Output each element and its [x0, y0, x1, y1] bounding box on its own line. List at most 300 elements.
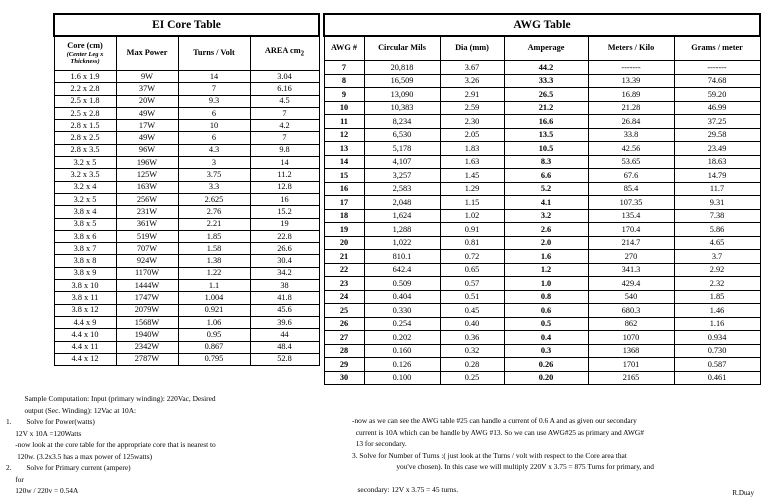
- ei-cell-area: 48.4: [250, 341, 319, 353]
- awg-cell-circular-mils: 0.160: [364, 344, 440, 358]
- ei-cell-turns-volt: 1.38: [178, 255, 250, 267]
- awg-cell-dia: 1.02: [440, 209, 504, 223]
- awg-cell-dia: 2.91: [440, 88, 504, 102]
- awg-cell-awg: 19: [324, 223, 364, 237]
- awg-cell-grams-meter: 74.68: [674, 74, 760, 88]
- awg-cell-grams-meter: 0.461: [674, 371, 760, 385]
- ei-cell-turns-volt: 4.3: [178, 144, 250, 156]
- awg-cell-amperage: 2.0: [504, 236, 588, 250]
- awg-cell-circular-mils: 3,257: [364, 169, 440, 183]
- ei-table-row: [54, 292, 319, 304]
- awg-cell-dia: 2.30: [440, 115, 504, 129]
- ei-cell-max-power: 20W: [116, 95, 178, 107]
- awg-cell-meters-kilo: 680.3: [588, 304, 674, 318]
- ei-table-row: [54, 107, 319, 119]
- ei-cell-turns-volt: 0.95: [178, 329, 250, 341]
- awg-table-row: [324, 169, 760, 183]
- ei-cell-turns-volt: 2.21: [178, 218, 250, 230]
- ei-cell-area: 41.8: [250, 292, 319, 304]
- ei-table-row: [54, 341, 319, 353]
- ei-core-table: [53, 13, 320, 366]
- awg-cell-amperage: 44.2: [504, 61, 588, 75]
- awg-cell-meters-kilo: 170.4: [588, 223, 674, 237]
- awg-cell-circular-mils: 20,818: [364, 61, 440, 75]
- ei-table-row: [54, 304, 319, 316]
- awg-cell-meters-kilo: 540: [588, 290, 674, 304]
- ei-header-area-sup: 2: [300, 51, 305, 59]
- awg-cell-dia: 0.36: [440, 331, 504, 345]
- ei-cell-core: 3.2 x 3.5: [54, 169, 116, 181]
- awg-cell-grams-meter: 29.58: [674, 128, 760, 142]
- ei-table-row: [54, 132, 319, 144]
- awg-cell-awg: 20: [324, 236, 364, 250]
- awg-cell-circular-mils: 0.330: [364, 304, 440, 318]
- awg-cell-grams-meter: 23.49: [674, 142, 760, 156]
- awg-cell-circular-mils: 2,048: [364, 196, 440, 210]
- awg-cell-amperage: 5.2: [504, 182, 588, 196]
- awg-header-amperage: Amperage: [504, 36, 588, 61]
- ei-cell-core: 2.2 x 2.8: [54, 83, 116, 95]
- awg-table-row: [324, 196, 760, 210]
- awg-cell-dia: 0.25: [440, 371, 504, 385]
- ei-cell-core: 2.8 x 1.5: [54, 120, 116, 132]
- ei-table-row: [54, 316, 319, 328]
- ei-cell-turns-volt: 2.625: [178, 193, 250, 205]
- ei-cell-area: 11.2: [250, 169, 319, 181]
- ei-table-row: [54, 243, 319, 255]
- awg-table-row: [324, 277, 760, 291]
- awg-cell-circular-mils: 0.202: [364, 331, 440, 345]
- awg-cell-dia: 0.57: [440, 277, 504, 291]
- ei-cell-turns-volt: 1.85: [178, 230, 250, 242]
- ei-header-area-label: AREA cm: [264, 46, 301, 56]
- awg-table-row: [324, 263, 760, 277]
- awg-cell-amperage: 0.6: [504, 304, 588, 318]
- ei-header-max-power: Max Power: [116, 36, 178, 71]
- ei-cell-max-power: 96W: [116, 144, 178, 156]
- awg-table-row: [324, 236, 760, 250]
- ei-cell-max-power: 37W: [116, 83, 178, 95]
- ei-header-core-sub: (Center Leg x Thickness): [66, 50, 104, 65]
- awg-table-row: [324, 344, 760, 358]
- awg-cell-meters-kilo: 107.35: [588, 196, 674, 210]
- ei-cell-max-power: 17W: [116, 120, 178, 132]
- awg-cell-circular-mils: 810.1: [364, 250, 440, 264]
- awg-cell-meters-kilo: 1701: [588, 358, 674, 372]
- ei-cell-area: 4.2: [250, 120, 319, 132]
- awg-header-dia: Dia (mm): [440, 36, 504, 61]
- awg-cell-amperage: 4.1: [504, 196, 588, 210]
- awg-cell-grams-meter: 2.32: [674, 277, 760, 291]
- awg-cell-dia: 1.63: [440, 155, 504, 169]
- awg-cell-amperage: 13.5: [504, 128, 588, 142]
- ei-cell-area: 34.2: [250, 267, 319, 279]
- awg-table-row: [324, 101, 760, 115]
- awg-cell-grams-meter: 11.7: [674, 182, 760, 196]
- ei-cell-core: 2.8 x 2.5: [54, 132, 116, 144]
- awg-cell-awg: 14: [324, 155, 364, 169]
- ei-cell-core: 2.5 x 1.8: [54, 95, 116, 107]
- ei-cell-max-power: 49W: [116, 107, 178, 119]
- ei-cell-core: 1.6 x 1.9: [54, 71, 116, 83]
- awg-cell-grams-meter: 0.587: [674, 358, 760, 372]
- awg-cell-dia: 0.45: [440, 304, 504, 318]
- awg-cell-dia: 1.29: [440, 182, 504, 196]
- awg-cell-circular-mils: 10,383: [364, 101, 440, 115]
- awg-cell-grams-meter: 3.7: [674, 250, 760, 264]
- awg-cell-awg: 10: [324, 101, 364, 115]
- ei-cell-area: 12.8: [250, 181, 319, 193]
- ei-cell-area: 39.6: [250, 316, 319, 328]
- awg-cell-circular-mils: 0.254: [364, 317, 440, 331]
- awg-table-row: [324, 182, 760, 196]
- ei-header-core-label: Core (cm): [67, 41, 103, 51]
- awg-cell-awg: 27: [324, 331, 364, 345]
- awg-table-row: [324, 223, 760, 237]
- awg-cell-meters-kilo: 26.84: [588, 115, 674, 129]
- ei-cell-turns-volt: 2.76: [178, 206, 250, 218]
- awg-cell-dia: 0.40: [440, 317, 504, 331]
- awg-cell-grams-meter: 59.20: [674, 88, 760, 102]
- awg-table-row: [324, 209, 760, 223]
- awg-cell-awg: 9: [324, 88, 364, 102]
- awg-header-meters-kilo: Meters / Kilo: [588, 36, 674, 61]
- ei-cell-area: 7: [250, 107, 319, 119]
- ei-cell-max-power: 163W: [116, 181, 178, 193]
- ei-cell-core: 4.4 x 11: [54, 341, 116, 353]
- ei-cell-core: 2.5 x 2.8: [54, 107, 116, 119]
- ei-cell-turns-volt: 3: [178, 157, 250, 169]
- ei-cell-max-power: 1747W: [116, 292, 178, 304]
- awg-cell-dia: 3.26: [440, 74, 504, 88]
- awg-table-row: [324, 142, 760, 156]
- awg-cell-circular-mils: 6,530: [364, 128, 440, 142]
- ei-cell-max-power: 256W: [116, 193, 178, 205]
- awg-cell-amperage: 0.26: [504, 358, 588, 372]
- author-signature: R.Duay: [732, 489, 754, 497]
- ei-cell-max-power: 2079W: [116, 304, 178, 316]
- awg-table: [323, 13, 761, 385]
- ei-cell-core: 3.8 x 9: [54, 267, 116, 279]
- awg-cell-awg: 13: [324, 142, 364, 156]
- ei-cell-max-power: 1940W: [116, 329, 178, 341]
- ei-cell-max-power: 196W: [116, 157, 178, 169]
- awg-cell-meters-kilo: 67.6: [588, 169, 674, 183]
- awg-cell-awg: 23: [324, 277, 364, 291]
- ei-cell-max-power: 2787W: [116, 353, 178, 365]
- ei-table-row: [54, 255, 319, 267]
- ei-cell-area: 16: [250, 193, 319, 205]
- awg-cell-amperage: 2.6: [504, 223, 588, 237]
- ei-cell-turns-volt: 1.06: [178, 316, 250, 328]
- ei-cell-core: 4.4 x 9: [54, 316, 116, 328]
- awg-cell-meters-kilo: 42.56: [588, 142, 674, 156]
- ei-cell-core: 3.8 x 11: [54, 292, 116, 304]
- awg-cell-meters-kilo: 85.4: [588, 182, 674, 196]
- ei-cell-turns-volt: 0.795: [178, 353, 250, 365]
- ei-cell-turns-volt: 3.3: [178, 181, 250, 193]
- ei-cell-turns-volt: 9.3: [178, 95, 250, 107]
- ei-table-row: [54, 267, 319, 279]
- awg-table-body: [324, 61, 760, 385]
- awg-cell-circular-mils: 4,107: [364, 155, 440, 169]
- awg-cell-dia: 2.05: [440, 128, 504, 142]
- awg-selection-notes: -now as we can see the AWG table #25 can handle a current of 0.6 A and as given our secondary current is 10A which can be handle by AWG #13. So we can use AWG#25 as primary and AWG# 13 for secondary. 3. Solve for Number of Turns :( just look at the Turns / volt with respect to the Core area that you've chosen). In this case we will multiply 220V x 3.75 = 875 Turns for primary, and secondary: 12V x 3.75 = 45 turns.: [352, 416, 654, 494]
- ei-cell-core: 3.8 x 5: [54, 218, 116, 230]
- ei-cell-area: 30.4: [250, 255, 319, 267]
- ei-cell-max-power: 519W: [116, 230, 178, 242]
- awg-cell-amperage: 10.5: [504, 142, 588, 156]
- awg-cell-grams-meter: 2.92: [674, 263, 760, 277]
- ei-cell-core: 3.2 x 4: [54, 181, 116, 193]
- ei-table-row: [54, 230, 319, 242]
- ei-table-row: [54, 157, 319, 169]
- awg-cell-amperage: 0.3: [504, 344, 588, 358]
- awg-cell-circular-mils: 0.126: [364, 358, 440, 372]
- awg-table-row: [324, 317, 760, 331]
- awg-cell-dia: 0.91: [440, 223, 504, 237]
- awg-cell-dia: 0.28: [440, 358, 504, 372]
- ei-cell-core: 3.2 x 5: [54, 157, 116, 169]
- ei-cell-area: 44: [250, 329, 319, 341]
- awg-cell-grams-meter: 9.31: [674, 196, 760, 210]
- ei-cell-area: 3.04: [250, 71, 319, 83]
- awg-cell-awg: 15: [324, 169, 364, 183]
- awg-cell-amperage: 0.5: [504, 317, 588, 331]
- awg-cell-amperage: 8.3: [504, 155, 588, 169]
- ei-cell-area: 7: [250, 132, 319, 144]
- ei-table-row: [54, 329, 319, 341]
- awg-cell-meters-kilo: 214.7: [588, 236, 674, 250]
- awg-cell-amperage: 0.20: [504, 371, 588, 385]
- ei-cell-max-power: 1170W: [116, 267, 178, 279]
- awg-cell-awg: 8: [324, 74, 364, 88]
- ei-cell-area: 14: [250, 157, 319, 169]
- ei-cell-core: 3.8 x 12: [54, 304, 116, 316]
- awg-cell-circular-mils: 16,509: [364, 74, 440, 88]
- awg-cell-meters-kilo: 341.3: [588, 263, 674, 277]
- awg-cell-amperage: 16.6: [504, 115, 588, 129]
- awg-cell-meters-kilo: 429.4: [588, 277, 674, 291]
- ei-table-row: [54, 181, 319, 193]
- awg-cell-awg: 28: [324, 344, 364, 358]
- awg-cell-dia: 0.65: [440, 263, 504, 277]
- awg-cell-circular-mils: 0.100: [364, 371, 440, 385]
- awg-cell-awg: 12: [324, 128, 364, 142]
- awg-cell-circular-mils: 13,090: [364, 88, 440, 102]
- awg-cell-awg: 18: [324, 209, 364, 223]
- awg-cell-circular-mils: 642.4: [364, 263, 440, 277]
- ei-header-turns-volt: Turns / Volt: [178, 36, 250, 71]
- awg-cell-awg: 16: [324, 182, 364, 196]
- ei-cell-max-power: 49W: [116, 132, 178, 144]
- awg-cell-awg: 21: [324, 250, 364, 264]
- ei-table-row: [54, 353, 319, 365]
- ei-cell-max-power: 1568W: [116, 316, 178, 328]
- awg-cell-awg: 11: [324, 115, 364, 129]
- ei-table-row: [54, 280, 319, 292]
- awg-cell-circular-mils: 5,178: [364, 142, 440, 156]
- awg-cell-grams-meter: 4.65: [674, 236, 760, 250]
- ei-cell-area: 22.8: [250, 230, 319, 242]
- awg-cell-amperage: 1.0: [504, 277, 588, 291]
- ei-cell-max-power: 231W: [116, 206, 178, 218]
- awg-cell-grams-meter: 5.86: [674, 223, 760, 237]
- awg-cell-dia: 1.15: [440, 196, 504, 210]
- ei-cell-turns-volt: 0.867: [178, 341, 250, 353]
- sample-computation-notes: Sample Computation: Input (primary winding): 220Vac, Desired output (Sec. Winding): 12Vac at 10A: 1. Solve for Power(watts) 12V x 10A =120Watts -now look at the core table for the appropriate core that is nearest to 120w. (3.2x3.5 has a max power of 125watts) 2. Solve for Primary current (ampere) for 120w / 220v = 0.54A: [6, 394, 216, 495]
- awg-cell-amperage: 0.4: [504, 331, 588, 345]
- ei-cell-core: 3.8 x 4: [54, 206, 116, 218]
- awg-cell-awg: 17: [324, 196, 364, 210]
- awg-cell-grams-meter: 1.46: [674, 304, 760, 318]
- ei-cell-turns-volt: 7: [178, 83, 250, 95]
- awg-cell-circular-mils: 0.404: [364, 290, 440, 304]
- ei-cell-turns-volt: 1.1: [178, 280, 250, 292]
- awg-cell-dia: 1.83: [440, 142, 504, 156]
- awg-cell-meters-kilo: 862: [588, 317, 674, 331]
- awg-table-row: [324, 331, 760, 345]
- awg-header-grams-meter: Grams / meter: [674, 36, 760, 61]
- awg-cell-awg: 7: [324, 61, 364, 75]
- awg-cell-grams-meter: 46.99: [674, 101, 760, 115]
- ei-header-core: [54, 36, 116, 71]
- awg-cell-meters-kilo: 13.39: [588, 74, 674, 88]
- awg-cell-circular-mils: 1,288: [364, 223, 440, 237]
- awg-cell-circular-mils: 2,583: [364, 182, 440, 196]
- ei-cell-turns-volt: 1.004: [178, 292, 250, 304]
- ei-cell-area: 52.8: [250, 353, 319, 365]
- awg-table-row: [324, 88, 760, 102]
- ei-cell-turns-volt: 1.58: [178, 243, 250, 255]
- awg-cell-grams-meter: 1.85: [674, 290, 760, 304]
- awg-cell-meters-kilo: 53.65: [588, 155, 674, 169]
- awg-cell-dia: 2.59: [440, 101, 504, 115]
- awg-cell-awg: 30: [324, 371, 364, 385]
- awg-cell-meters-kilo: 16.89: [588, 88, 674, 102]
- awg-cell-dia: 0.72: [440, 250, 504, 264]
- awg-cell-meters-kilo: 2165: [588, 371, 674, 385]
- ei-cell-area: 45.6: [250, 304, 319, 316]
- ei-cell-turns-volt: 0.921: [178, 304, 250, 316]
- ei-table-row: [54, 120, 319, 132]
- awg-cell-amperage: 0.8: [504, 290, 588, 304]
- awg-cell-grams-meter: 1.16: [674, 317, 760, 331]
- ei-cell-area: 26.6: [250, 243, 319, 255]
- ei-cell-turns-volt: 3.75: [178, 169, 250, 181]
- ei-cell-area: 6.16: [250, 83, 319, 95]
- awg-cell-awg: 24: [324, 290, 364, 304]
- awg-cell-amperage: 1.2: [504, 263, 588, 277]
- awg-cell-dia: 1.45: [440, 169, 504, 183]
- ei-cell-turns-volt: 6: [178, 132, 250, 144]
- awg-cell-amperage: 1.6: [504, 250, 588, 264]
- ei-cell-area: 38: [250, 280, 319, 292]
- awg-cell-circular-mils: 1,022: [364, 236, 440, 250]
- ei-cell-turns-volt: 1.22: [178, 267, 250, 279]
- awg-table-row: [324, 155, 760, 169]
- awg-table-row: [324, 358, 760, 372]
- awg-cell-grams-meter: 7.38: [674, 209, 760, 223]
- ei-cell-max-power: 924W: [116, 255, 178, 267]
- ei-table-row: [54, 193, 319, 205]
- awg-table-row: [324, 250, 760, 264]
- ei-cell-max-power: 361W: [116, 218, 178, 230]
- ei-header-area: [250, 36, 319, 71]
- ei-table-row: [54, 169, 319, 181]
- awg-cell-awg: 26: [324, 317, 364, 331]
- ei-cell-core: 3.8 x 6: [54, 230, 116, 242]
- ei-cell-core: 2.8 x 3.5: [54, 144, 116, 156]
- awg-cell-meters-kilo: 1368: [588, 344, 674, 358]
- awg-cell-meters-kilo: 1070: [588, 331, 674, 345]
- awg-cell-meters-kilo: 21.28: [588, 101, 674, 115]
- ei-cell-turns-volt: 6: [178, 107, 250, 119]
- awg-cell-amperage: 6.6: [504, 169, 588, 183]
- ei-cell-max-power: 125W: [116, 169, 178, 181]
- awg-cell-dia: 0.81: [440, 236, 504, 250]
- ei-table-row: [54, 206, 319, 218]
- awg-cell-dia: 0.32: [440, 344, 504, 358]
- awg-cell-meters-kilo: 33.8: [588, 128, 674, 142]
- ei-table-row: [54, 218, 319, 230]
- awg-header-circular-mils: Circular Mils: [364, 36, 440, 61]
- ei-cell-turns-volt: 10: [178, 120, 250, 132]
- ei-cell-core: 3.8 x 10: [54, 280, 116, 292]
- awg-table-row: [324, 371, 760, 385]
- ei-cell-core: 3.2 x 5: [54, 193, 116, 205]
- awg-table-row: [324, 304, 760, 318]
- ei-cell-max-power: 1444W: [116, 280, 178, 292]
- awg-cell-grams-meter: 37.25: [674, 115, 760, 129]
- awg-cell-awg: 22: [324, 263, 364, 277]
- awg-cell-circular-mils: 0.509: [364, 277, 440, 291]
- awg-cell-amperage: 3.2: [504, 209, 588, 223]
- awg-cell-amperage: 26.5: [504, 88, 588, 102]
- awg-cell-dia: 3.67: [440, 61, 504, 75]
- ei-table-row: [54, 71, 319, 83]
- ei-cell-max-power: 2342W: [116, 341, 178, 353]
- awg-cell-meters-kilo: 270: [588, 250, 674, 264]
- ei-cell-area: 4.5: [250, 95, 319, 107]
- awg-table-title: AWG Table: [324, 14, 760, 36]
- awg-header-awg: AWG #: [324, 36, 364, 61]
- awg-cell-grams-meter: 0.934: [674, 331, 760, 345]
- ei-table-body: [54, 71, 319, 366]
- ei-cell-core: 4.4 x 10: [54, 329, 116, 341]
- ei-cell-core: 3.8 x 8: [54, 255, 116, 267]
- awg-cell-circular-mils: 1,624: [364, 209, 440, 223]
- awg-cell-amperage: 33.3: [504, 74, 588, 88]
- awg-cell-grams-meter: 0.730: [674, 344, 760, 358]
- awg-cell-amperage: 21.2: [504, 101, 588, 115]
- awg-table-row: [324, 290, 760, 304]
- awg-cell-awg: 25: [324, 304, 364, 318]
- ei-cell-core: 4.4 x 12: [54, 353, 116, 365]
- awg-cell-grams-meter: -------: [674, 61, 760, 75]
- ei-cell-core: 3.8 x 7: [54, 243, 116, 255]
- awg-table-row: [324, 128, 760, 142]
- ei-cell-area: 9.8: [250, 144, 319, 156]
- ei-cell-area: 19: [250, 218, 319, 230]
- awg-table-row: [324, 61, 760, 75]
- ei-table-row: [54, 95, 319, 107]
- ei-table-row: [54, 83, 319, 95]
- ei-cell-turns-volt: 14: [178, 71, 250, 83]
- awg-cell-meters-kilo: -------: [588, 61, 674, 75]
- awg-header-row: [324, 36, 760, 61]
- awg-cell-meters-kilo: 135.4: [588, 209, 674, 223]
